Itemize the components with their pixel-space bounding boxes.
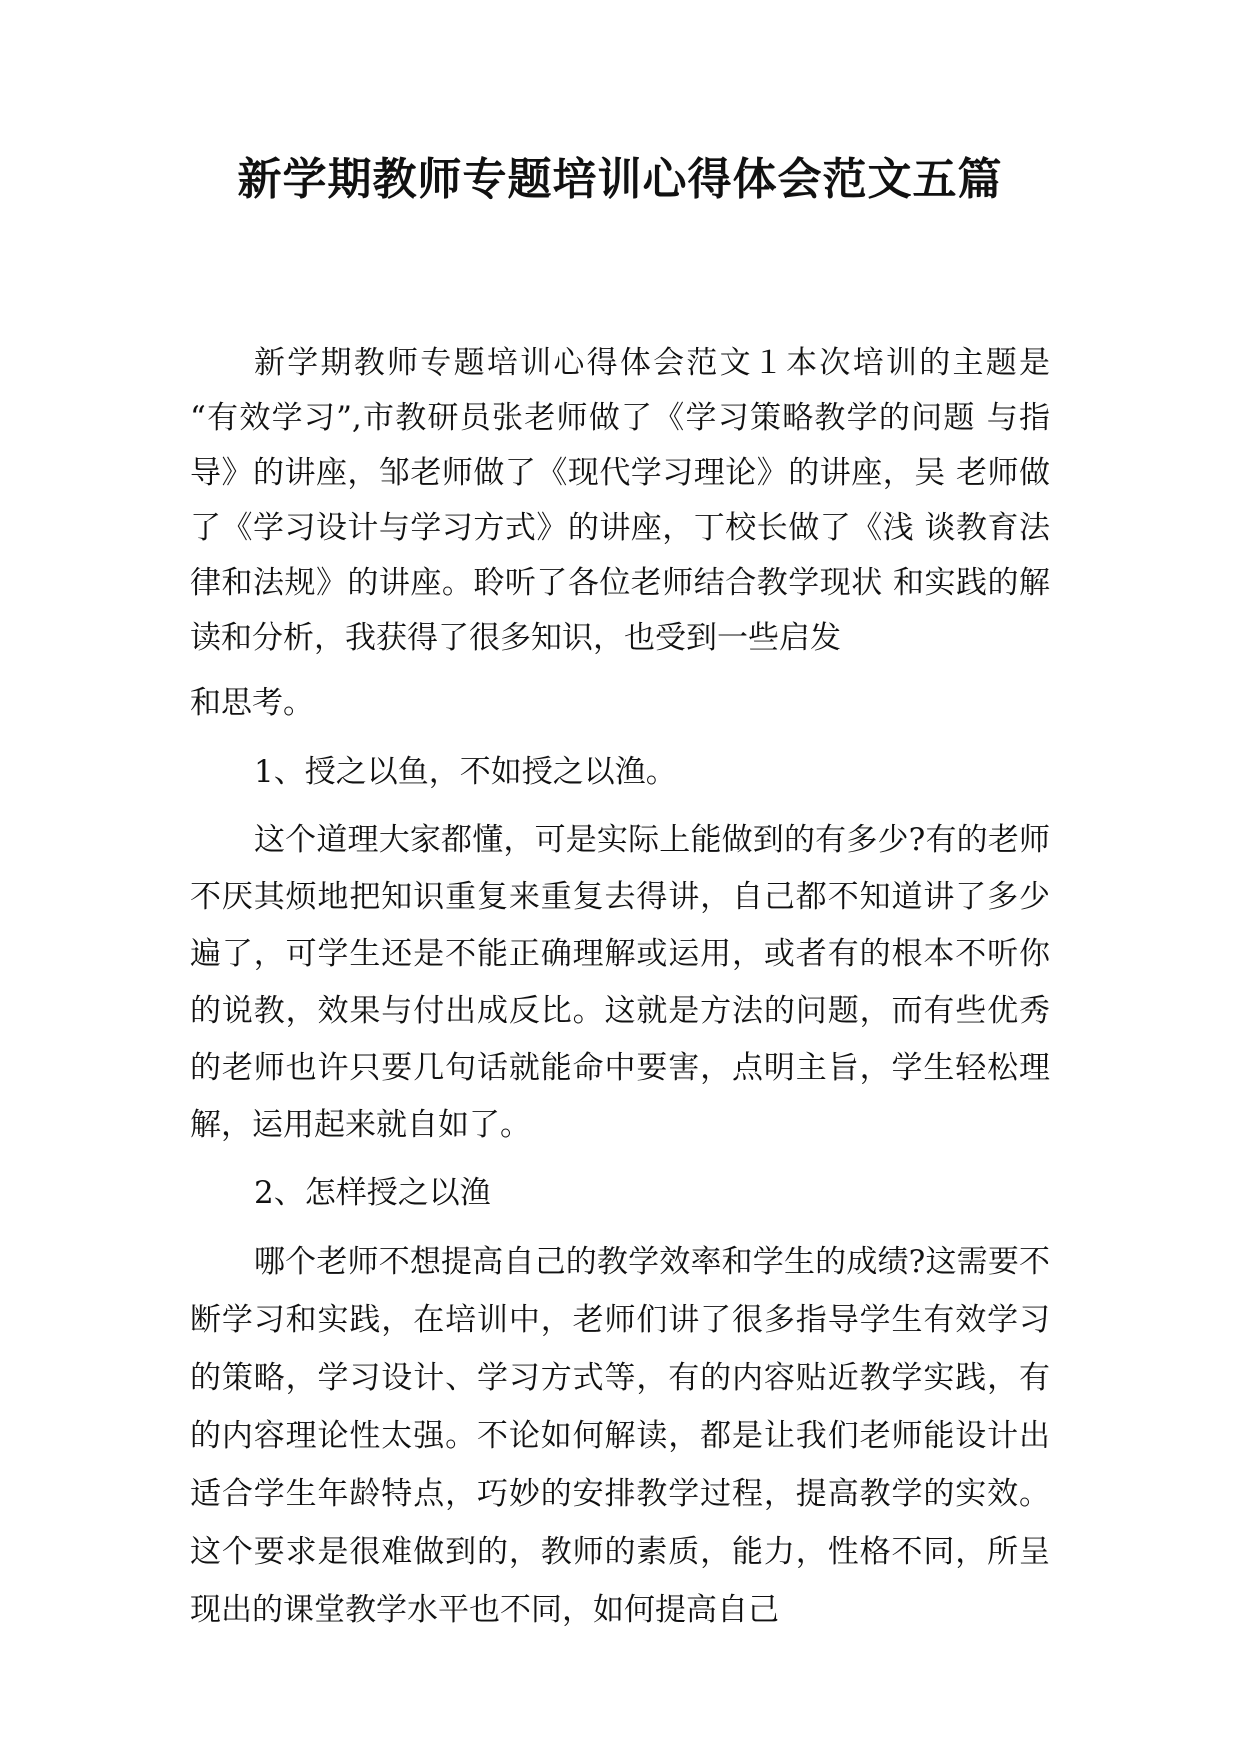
document-title: 新学期教师专题培训心得体会范文五篇 (237, 154, 1003, 205)
section-heading-2: 2、怎样授之以渔 (254, 1175, 491, 1211)
paragraph-section-1: 这个道理大家都懂，可是实际上能做到的有多少?有的老师不厌其烦地把知识重复来重复去得讲，自己都不知道讲了多少遍了，可学生还是不能正确理解或运用，或者有的根本不听你的说教，效果与付出成反比。这就是方法的问题，而有些优秀的老师也许只要几句话就能命中要害，点明主旨，学生轻松理解，运用起来就自如了。 (190, 822, 1050, 1143)
paragraph-section-2: 哪个老师不想提高自己的教学效率和学生的成绩?这需要不断学习和实践，在培训中，老师们讲了很多指导学生有效学习的策略，学习设计、学习方式等，有的内容贴近教学实践，有的内容理论性太强。不论如何解读，都是让我们老师能设计出适合学生年龄特点，巧妙的安排教学过程，提高教学的实效。这个要求是很难做到的，教师的素质，能力，性格不同，所呈现出的课堂教学水平也不同，如何提高自己 (190, 1244, 1050, 1628)
section-heading-1: 1、授之以鱼，不如授之以渔。 (254, 754, 677, 790)
paragraph-intro-continuation: 和思考。 (190, 685, 314, 721)
document-body (190, 336, 1050, 1639)
paragraph-intro: 新学期教师专题培训心得体会范文１本次培训的主题是 “有效学习”,市教研员张老师做了《学习策略教学的问题 与指导》的讲座，邹老师做了《现代学习理论》的讲座，吴 老师做了《学习设计与学习方式》的讲座，丁校长做了《浅 谈教育法律和法规》的讲座。聆听了各位老师结合教学现状 和实践的解读和分析，我获得了很多知识，也受到一些启发 (190, 345, 1050, 656)
